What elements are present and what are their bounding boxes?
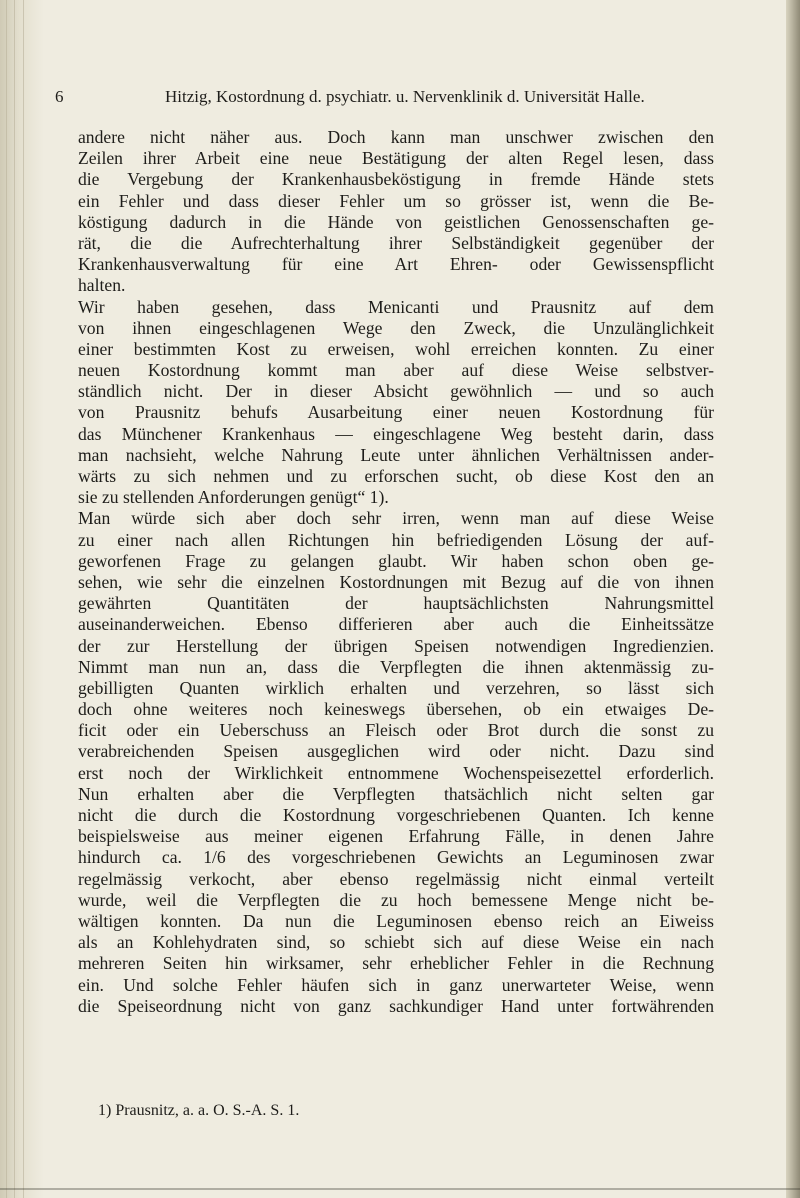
text-line: von Prausnitz behufs Ausarbeitung einer neuen Kostordnung für bbox=[78, 402, 714, 423]
text-line: doch ohne weiteres noch keineswegs übersehen, ob ein etwaiges De- bbox=[78, 699, 714, 720]
body-text bbox=[78, 127, 714, 1017]
text-line: beispielsweise aus meiner eigenen Erfahrung Fälle, in denen Jahre bbox=[78, 826, 714, 847]
text-line: Zeilen ihrer Arbeit eine neue Bestätigung der alten Regel lesen, dass bbox=[78, 148, 714, 169]
text-line: rät, die die Aufrechterhaltung ihrer Selbständigkeit gegenüber der bbox=[78, 232, 714, 253]
text-line: verabreichenden Speisen ausgeglichen wird oder nicht. Dazu sind bbox=[78, 741, 714, 762]
text-line: sie zu stellenden Anforderungen genügt“ 1). bbox=[78, 487, 389, 508]
text-line: wärts zu sich nehmen und zu erforschen sucht, ob diese Kost den an bbox=[78, 466, 714, 486]
text-line: ein. Und solche Fehler häufen sich in ganz unerwarteter Weise, wenn bbox=[78, 974, 714, 995]
text-line: nicht die durch die Kostordnung vorgeschriebenen Quanten. Ich kenne bbox=[78, 805, 714, 825]
text-line: ficit oder ein Ueberschuss an Fleisch oder Brot durch die sonst zu bbox=[78, 720, 714, 741]
text-line: wältigen konnten. Da nun die Leguminosen ebenso reich an Eiweiss bbox=[78, 910, 714, 931]
text-line: gebilligten Quanten wirklich erhalten und verzehren, so lässt sich bbox=[78, 677, 714, 698]
text-line: Nimmt man nun an, dass die Verpflegten die ihnen aktenmässig zu- bbox=[78, 656, 714, 677]
text-line: geworfenen Frage zu gelangen glaubt. Wir haben schon oben ge- bbox=[78, 550, 714, 571]
text-line: ständlich nicht. Der in dieser Absicht gewöhnlich — und so auch bbox=[78, 381, 714, 402]
text-line: Nun erhalten aber die Verpflegten thatsächlich nicht selten gar bbox=[78, 783, 714, 804]
page-number: 6 bbox=[55, 87, 64, 106]
text-line: zu einer nach allen Richtungen hin befriedigenden Lösung der auf- bbox=[78, 529, 714, 550]
text-line: ein Fehler und dass dieser Fehler um so grösser ist, wenn die Be- bbox=[78, 190, 714, 211]
running-header bbox=[55, 87, 715, 111]
text-line: auseinanderweichen. Ebenso differieren aber auch die Einheitssätze bbox=[78, 614, 714, 635]
page-bottom-edge bbox=[0, 1188, 800, 1190]
text-line: von ihnen eingeschlagenen Wege den Zweck, die Unzulänglichkeit bbox=[78, 317, 714, 338]
gutter-line bbox=[6, 0, 7, 1198]
text-line: sehen, wie sehr die einzelnen Kostordnungen mit Bezug auf die von ihnen bbox=[78, 571, 714, 592]
gutter-line bbox=[23, 0, 24, 1198]
text-line: andere nicht näher aus. Doch kann man unschwer zwischen den bbox=[78, 127, 714, 147]
text-line: regelmässig verkocht, aber ebenso regelmässig nicht einmal verteilt bbox=[78, 868, 714, 889]
text-line: neuen Kostordnung kommt man aber auf diese Weise selbstver- bbox=[78, 360, 714, 381]
text-line: als an Kohlehydraten sind, so schiebt sich auf diese Weise ein nach bbox=[78, 932, 714, 953]
text-line: Krankenhausverwaltung für eine Art Ehren- oder Gewissenspflicht bbox=[78, 254, 714, 275]
text-line: Wir haben gesehen, dass Menicanti und Prausnitz auf dem bbox=[78, 296, 714, 317]
text-line: die Vergebung der Krankenhausbeköstigung in fremde Hände stets bbox=[78, 169, 714, 190]
text-line: erst noch der Wirklichkeit entnommene Wochenspeisezettel erforderlich. bbox=[78, 762, 714, 783]
text-line: das Münchener Krankenhaus — eingeschlagene Weg besteht darin, dass bbox=[78, 423, 714, 444]
gutter-line bbox=[14, 0, 15, 1198]
text-line: Man würde sich aber doch sehr irren, wenn man auf diese Weise bbox=[78, 508, 714, 529]
text-line: man nachsieht, welche Nahrung Leute unter ähnlichen Verhältnissen ander- bbox=[78, 444, 714, 465]
text-line: mehreren Seiten hin wirksamer, sehr erheblicher Fehler in die Rechnung bbox=[78, 953, 714, 974]
text-line: wurde, weil die Verpflegten die zu hoch bemessene Menge nicht be- bbox=[78, 889, 714, 910]
text-line: köstigung dadurch in die Hände von geistlichen Genossenschaften ge- bbox=[78, 211, 714, 232]
text-line: gewährten Quantitäten der hauptsächlichsten Nahrungsmittel bbox=[78, 593, 714, 614]
text-line: halten. bbox=[78, 275, 126, 296]
page-edge bbox=[786, 0, 800, 1198]
text-line: einer bestimmten Kost zu erweisen, wohl erreichen konnten. Zu einer bbox=[78, 338, 714, 359]
text-line: die Speiseordnung nicht von ganz sachkundiger Hand unter fortwährenden bbox=[78, 995, 714, 1016]
footnote: 1) Prausnitz, a. a. O. S.-A. S. 1. bbox=[98, 1102, 300, 1119]
text-line: hindurch ca. 1/6 des vorgeschriebenen Gewichts an Leguminosen zwar bbox=[78, 847, 714, 868]
text-line: der zur Herstellung der übrigen Speisen notwendigen Ingredienzien. bbox=[78, 635, 714, 656]
running-title: Hitzig, Kostordnung d. psychiatr. u. Nervenklinik d. Universität Halle. bbox=[165, 87, 645, 106]
